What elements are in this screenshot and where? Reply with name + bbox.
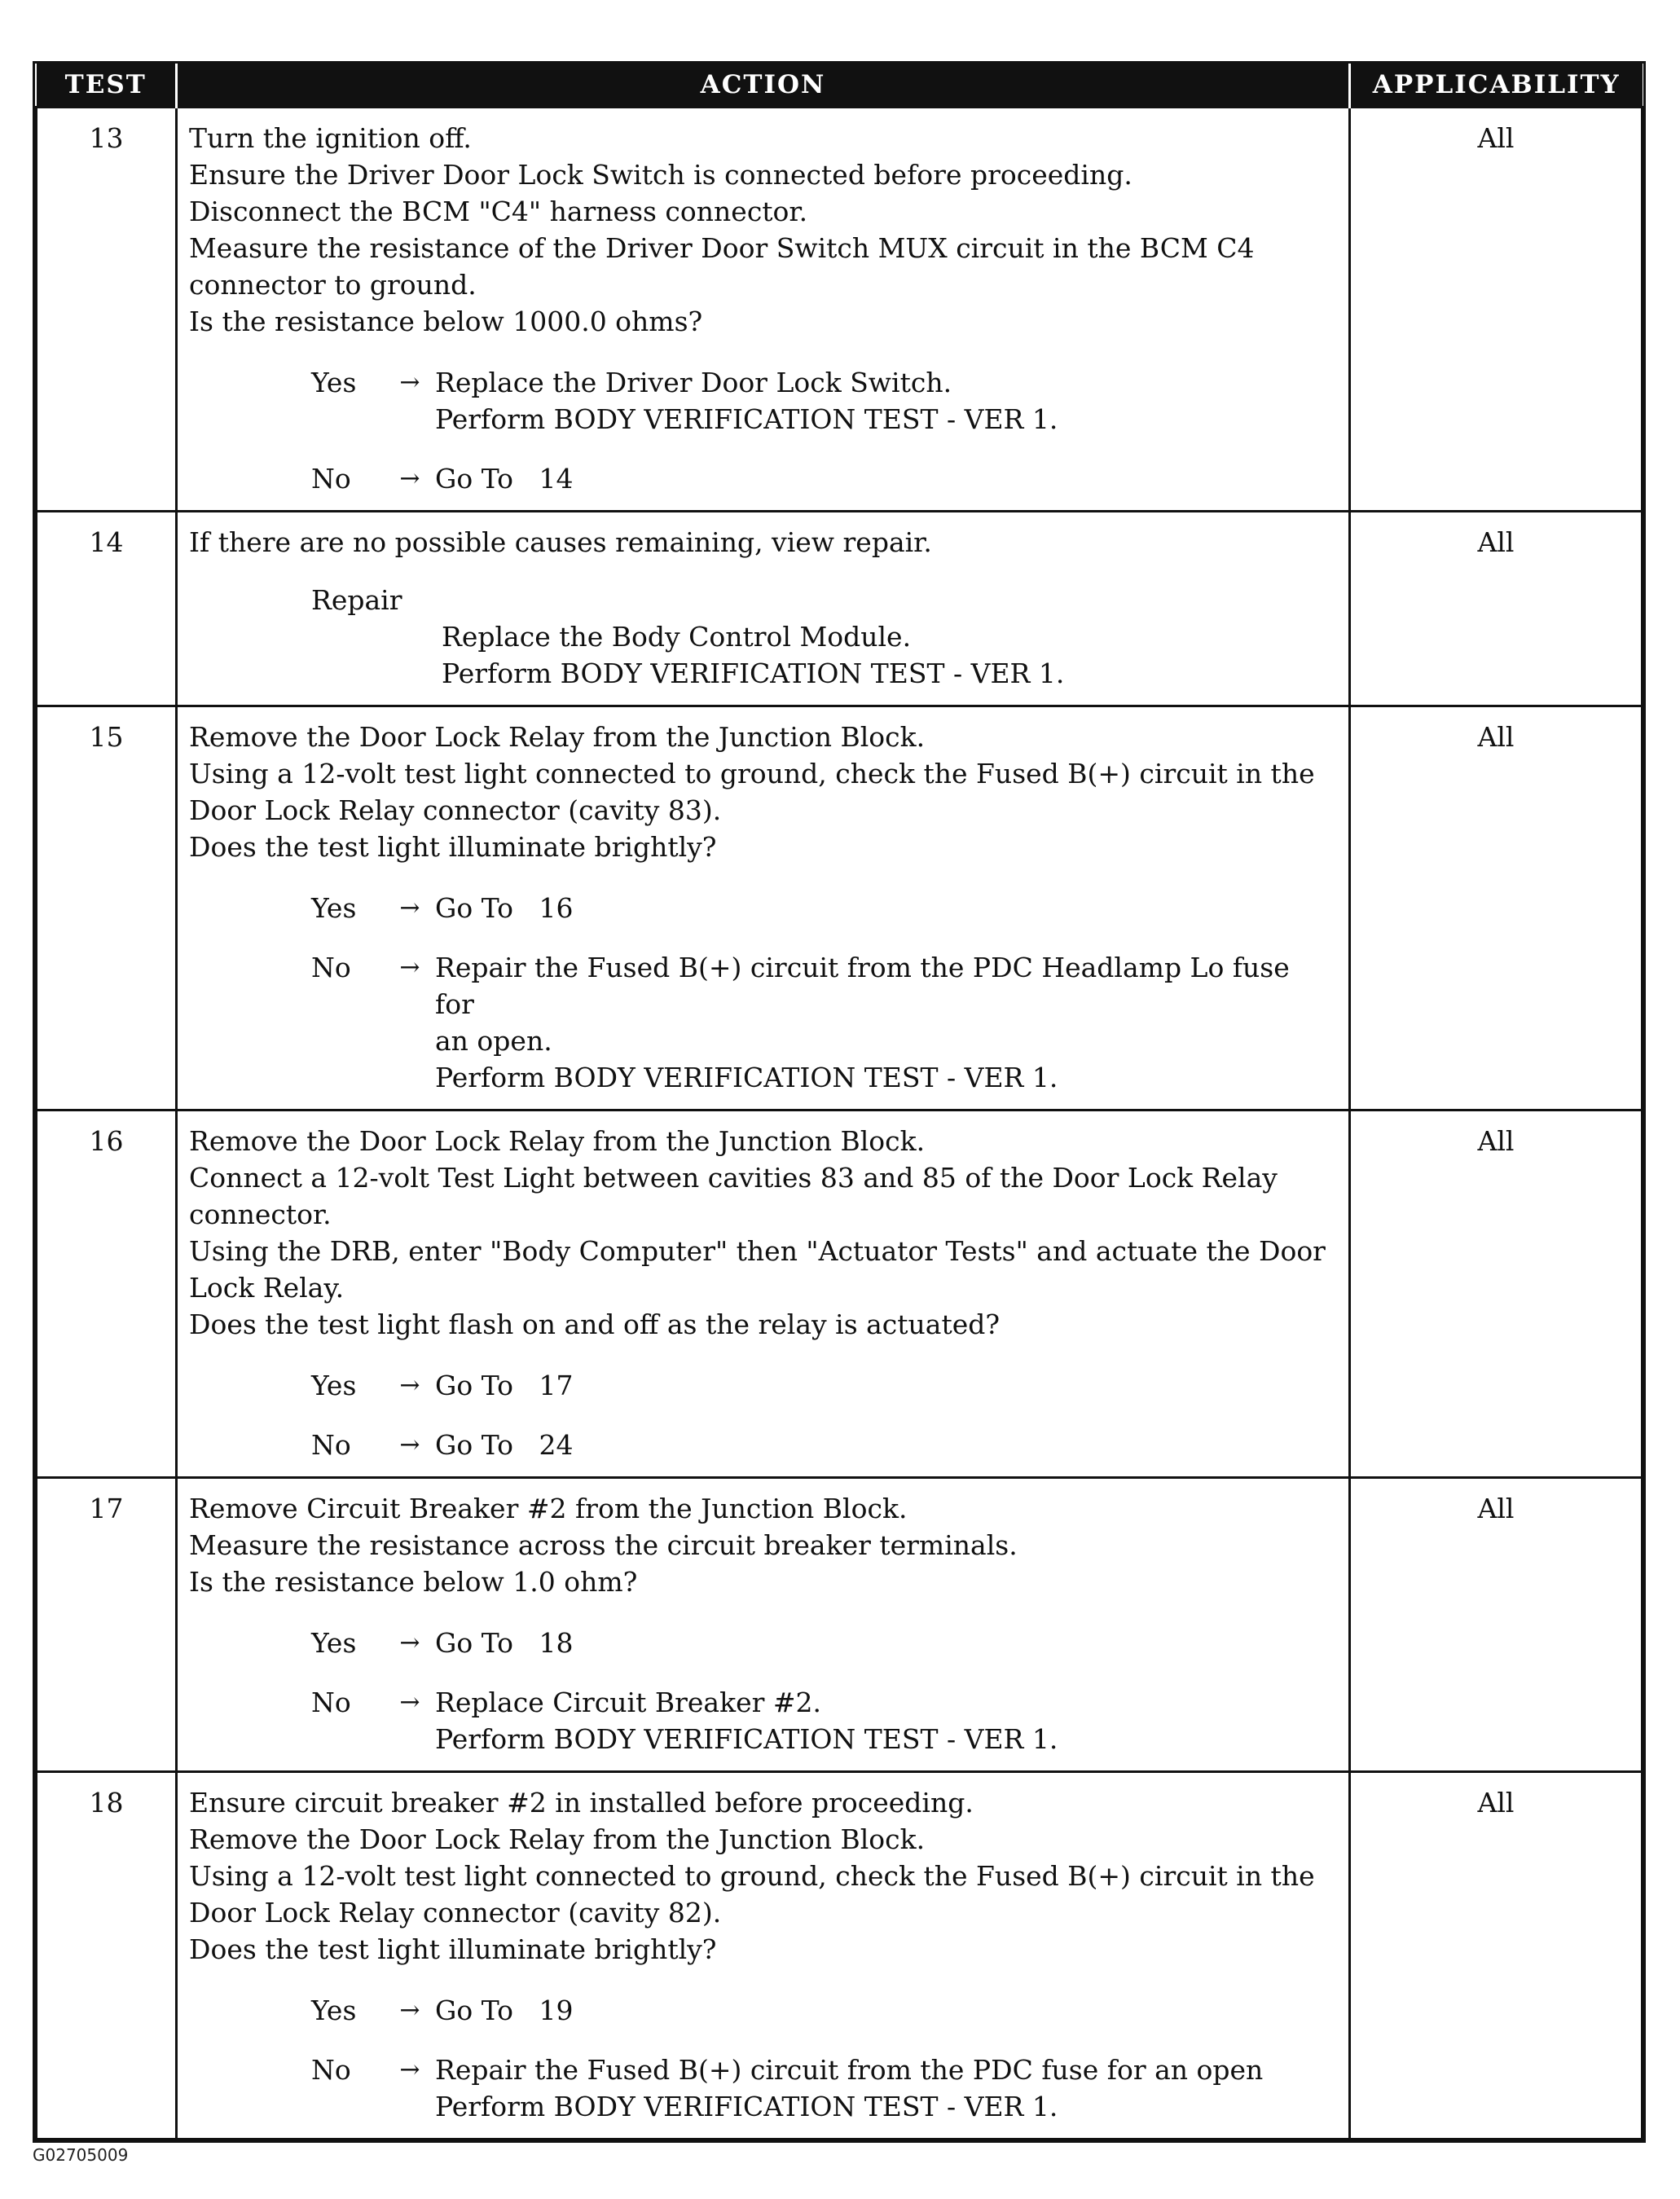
action-cell: [177, 1478, 1350, 1772]
instruction-line: Does the test light flash on and off as the relay is actuated?: [189, 1308, 1001, 1340]
response-branch: [311, 1684, 1337, 1757]
instruction-line: Using a 12-volt test light connected to ground, check the Fused B(+) circuit in the: [189, 758, 1315, 789]
arrow-icon: →: [399, 894, 420, 922]
applicability-value: All: [1350, 706, 1643, 1110]
instruction-line: Ensure the Driver Door Lock Switch is connected before proceeding.: [189, 159, 1132, 191]
applicability-value: All: [1350, 108, 1643, 512]
response-line: Replace Circuit Breaker #2.: [435, 1687, 822, 1718]
test-number: 16: [37, 1110, 177, 1478]
response-line: Go To 18: [435, 1627, 574, 1659]
instruction-line: Lock Relay.: [189, 1272, 345, 1304]
response-branch: [311, 949, 1337, 1096]
table-header: [37, 64, 1643, 108]
response-label: Yes: [311, 1627, 357, 1659]
action-instructions: [189, 1490, 1337, 1600]
applicability-value: All: [1350, 512, 1643, 706]
instruction-line: Is the resistance below 1.0 ohm?: [189, 1566, 638, 1598]
table-row: [37, 706, 1643, 1110]
instruction-line: Remove the Door Lock Relay from the Junction Block.: [189, 721, 926, 753]
table-body: [37, 108, 1643, 2140]
response-line: Perform BODY VERIFICATION TEST - VER 1.: [435, 1723, 1058, 1755]
response-label: Yes: [311, 367, 357, 398]
response-label: Yes: [311, 1994, 357, 2026]
response-label: No: [311, 2054, 351, 2086]
action-cell: [177, 108, 1350, 512]
response-label: Yes: [311, 1370, 357, 1401]
response-action: [435, 890, 1337, 926]
instruction-line: Connect a 12-volt Test Light between cavities 83 and 85 of the Door Lock Relay: [189, 1162, 1278, 1194]
response-action: [435, 2052, 1337, 2125]
applicability-value: All: [1350, 1772, 1643, 2140]
response-branch: [311, 1427, 1337, 1463]
response-line: an open.: [435, 1025, 552, 1057]
response-action: [435, 460, 1337, 497]
arrow-icon: →: [399, 1431, 420, 1459]
diagnostic-test-table: [35, 64, 1643, 2140]
table-row: [37, 512, 1643, 706]
arrow-icon: →: [399, 2056, 420, 2084]
response-action: [435, 1427, 1337, 1463]
repair-instructions: [442, 618, 1337, 692]
response-branch: [311, 1625, 1337, 1661]
action-cell: [177, 1772, 1350, 2140]
response-action: [435, 1625, 1337, 1661]
test-number: 13: [37, 108, 177, 512]
instruction-line: Disconnect the BCM "C4" harness connector.: [189, 196, 808, 227]
arrow-icon: →: [399, 1996, 420, 2025]
repair-line: Perform BODY VERIFICATION TEST - VER 1.: [442, 658, 1065, 689]
instruction-line: Remove Circuit Breaker #2 from the Junction Block.: [189, 1493, 908, 1524]
instruction-line: Remove the Door Lock Relay from the Junction Block.: [189, 1823, 926, 1855]
response-label: No: [311, 952, 351, 983]
instruction-line: connector.: [189, 1198, 332, 1230]
table-row: [37, 1110, 1643, 1478]
response-action: [435, 1992, 1337, 2029]
table-row: [37, 108, 1643, 512]
action-instructions: [189, 524, 1337, 561]
response-line: Go To 16: [435, 892, 574, 924]
response-label: No: [311, 1687, 351, 1718]
response-line: Repair the Fused B(+) circuit from the PDC fuse for an open: [435, 2054, 1264, 2086]
table-row: [37, 1478, 1643, 1772]
figure-code: G02705009: [33, 2145, 129, 2165]
instruction-line: Measure the resistance of the Driver Door Switch MUX circuit in the BCM C4: [189, 232, 1255, 264]
header-test: TEST: [37, 64, 177, 108]
action-cell: [177, 706, 1350, 1110]
response-line: Repair the Fused B(+) circuit from the PDC Headlamp Lo fuse for: [435, 952, 1299, 1020]
response-action: [435, 1367, 1337, 1404]
table-row: [37, 1772, 1643, 2140]
test-number: 17: [37, 1478, 177, 1772]
response-action: [435, 1684, 1337, 1757]
instruction-line: connector to ground.: [189, 269, 477, 301]
action-cell: [177, 1110, 1350, 1478]
response-branch: [311, 1367, 1337, 1404]
response-line: Perform BODY VERIFICATION TEST - VER 1.: [435, 1062, 1058, 1093]
repair-line: Replace the Body Control Module.: [442, 621, 912, 653]
response-line: Go To 14: [435, 463, 574, 495]
instruction-line: If there are no possible causes remaining, view repair.: [189, 526, 932, 558]
arrow-icon: →: [399, 953, 420, 982]
applicability-value: All: [1350, 1110, 1643, 1478]
applicability-value: All: [1350, 1478, 1643, 1772]
response-line: Replace the Driver Door Lock Switch.: [435, 367, 952, 398]
response-branch: [311, 2052, 1337, 2125]
instruction-line: Door Lock Relay connector (cavity 83).: [189, 794, 722, 826]
header-action: ACTION: [177, 64, 1350, 108]
instruction-line: Is the resistance below 1000.0 ohms?: [189, 306, 703, 337]
response-action: [435, 364, 1337, 438]
instruction-line: Using the DRB, enter "Body Computer" then "Actuator Tests" and actuate the Door: [189, 1235, 1326, 1267]
instruction-line: Does the test light illuminate brightly?: [189, 831, 717, 863]
response-action: [435, 949, 1337, 1096]
instruction-line: Turn the ignition off.: [189, 122, 472, 154]
instruction-line: Ensure circuit breaker #2 in installed before proceeding.: [189, 1787, 974, 1819]
arrow-icon: →: [399, 1629, 420, 1657]
action-instructions: [189, 1123, 1337, 1343]
response-branch: [311, 1992, 1337, 2029]
instruction-line: Door Lock Relay connector (cavity 82).: [189, 1897, 722, 1929]
response-label: No: [311, 463, 351, 495]
test-number: 15: [37, 706, 177, 1110]
instruction-line: Does the test light illuminate brightly?: [189, 1933, 717, 1965]
arrow-icon: →: [399, 368, 420, 397]
header-applicability: APPLICABILITY: [1350, 64, 1643, 108]
instruction-line: Using a 12-volt test light connected to ground, check the Fused B(+) circuit in the: [189, 1860, 1315, 1892]
response-line: Go To 24: [435, 1429, 574, 1461]
response-label: Yes: [311, 892, 357, 924]
diagnostic-table-sheet: [33, 61, 1646, 2143]
instruction-line: Remove the Door Lock Relay from the Junction Block.: [189, 1125, 926, 1157]
action-instructions: [189, 719, 1337, 865]
repair-label: Repair: [311, 584, 402, 616]
response-branch: [311, 364, 1337, 438]
response-branch: [311, 890, 1337, 926]
response-branch: [311, 460, 1337, 497]
response-label: No: [311, 1429, 351, 1461]
instruction-line: Measure the resistance across the circuit breaker terminals.: [189, 1529, 1018, 1561]
repair-block: [311, 582, 1337, 692]
arrow-icon: →: [399, 1688, 420, 1717]
response-line: Go To 19: [435, 1994, 574, 2026]
action-cell: [177, 512, 1350, 706]
response-line: Perform BODY VERIFICATION TEST - VER 1.: [435, 2091, 1058, 2122]
action-instructions: [189, 120, 1337, 340]
test-number: 18: [37, 1772, 177, 2140]
arrow-icon: →: [399, 464, 420, 493]
response-line: Go To 17: [435, 1370, 574, 1401]
response-line: Perform BODY VERIFICATION TEST - VER 1.: [435, 403, 1058, 435]
action-instructions: [189, 1784, 1337, 1968]
test-number: 14: [37, 512, 177, 706]
arrow-icon: →: [399, 1371, 420, 1400]
